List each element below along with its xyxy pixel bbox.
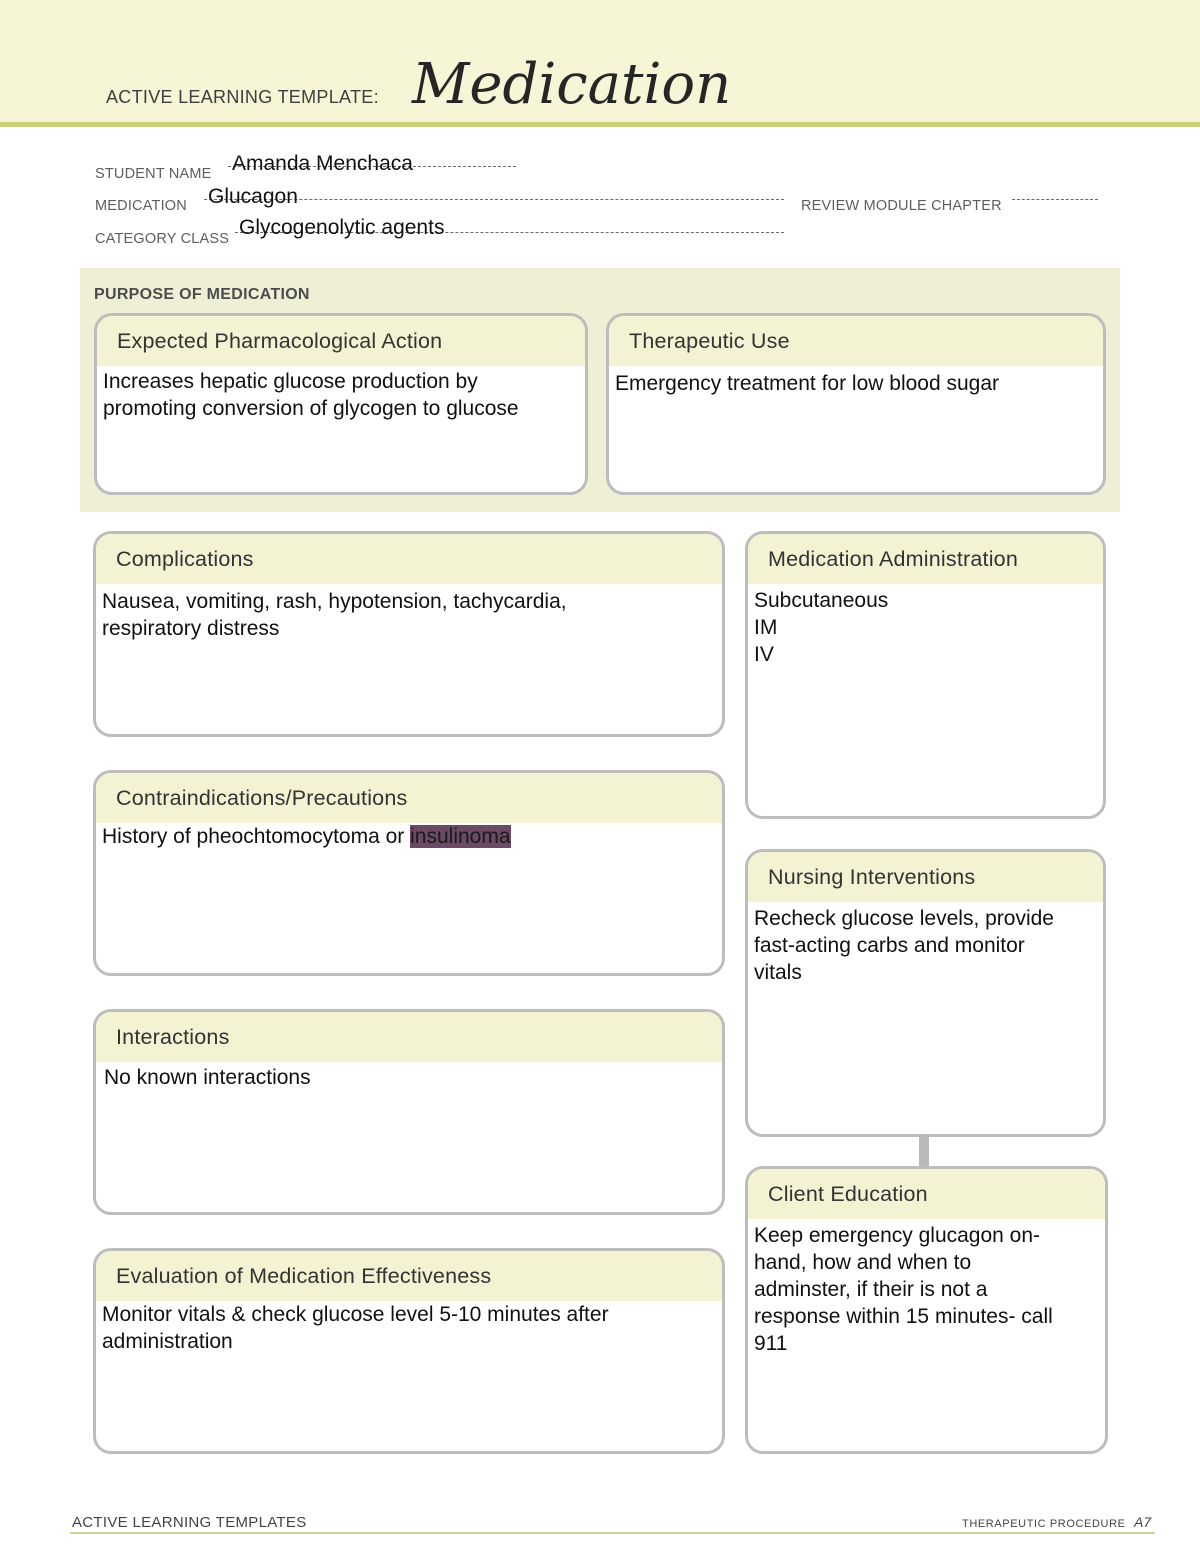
contraindications-prefix: History of pheochtomocytoma or — [102, 825, 411, 848]
footer-rule — [70, 1532, 1155, 1534]
complications-text[interactable]: Nausea, vomiting, rash, hypotension, tachycardia, respiratory distress — [102, 590, 567, 640]
student-name-field[interactable]: Amanda Menchaca — [232, 152, 413, 175]
evaluation-heading: Evaluation of Medication Effectiveness — [96, 1251, 722, 1301]
interactions-heading: Interactions — [96, 1012, 722, 1062]
nursing-interventions-box — [745, 849, 1106, 1137]
highlighted-word: insulinoma — [410, 825, 511, 848]
therapeutic-use-text[interactable]: Emergency treatment for low blood sugar — [615, 372, 1000, 395]
nursing-interventions-text[interactable]: Recheck glucose levels, provide fast-acting carbs and monitor vitals — [754, 907, 1054, 984]
interactions-text[interactable]: No known interactions — [104, 1066, 311, 1089]
client-education-box — [745, 1166, 1108, 1454]
therapeutic-use-box — [606, 313, 1106, 495]
template-prefix: ACTIVE LEARNING TEMPLATE: — [106, 87, 379, 107]
administration-box — [745, 531, 1106, 819]
header-rule — [0, 122, 1200, 127]
evaluation-box — [93, 1248, 725, 1454]
purpose-label: PURPOSE OF MEDICATION — [94, 286, 310, 303]
footer-left: ACTIVE LEARNING TEMPLATES — [72, 1514, 307, 1531]
interactions-box — [93, 1009, 725, 1215]
therapeutic-use-heading: Therapeutic Use — [609, 316, 1103, 366]
contraindications-box — [93, 770, 725, 976]
client-education-text[interactable]: Keep emergency glucagon on- hand, how and when to adminster, if their is not a response within 15 minutes- call 911 — [754, 1224, 1053, 1355]
review-module-field[interactable] — [1012, 199, 1098, 200]
expected-action-text[interactable]: Increases hepatic glucose production by promoting conversion of glycogen to glucose — [103, 370, 519, 420]
administration-heading: Medication Administration — [748, 534, 1103, 584]
administration-text[interactable]: Subcutaneous IM IV — [754, 589, 889, 666]
medication-field[interactable]: Glucagon — [208, 185, 298, 208]
review-module-label: REVIEW MODULE CHAPTER — [801, 198, 1002, 214]
complications-box — [93, 531, 725, 737]
expected-action-box — [94, 313, 588, 495]
box-connector — [919, 1134, 929, 1168]
nursing-interventions-heading: Nursing Interventions — [748, 852, 1103, 902]
client-education-heading: Client Education — [748, 1169, 1105, 1219]
category-class-field[interactable]: Glycogenolytic agents — [239, 216, 445, 239]
contraindications-text[interactable] — [96, 823, 722, 850]
page-title: Medication — [412, 52, 732, 117]
contraindications-heading: Contraindications/Precautions — [96, 773, 722, 823]
medication-label: MEDICATION — [95, 198, 187, 214]
page-number: A7 — [1134, 1514, 1152, 1530]
category-class-label: CATEGORY CLASS — [95, 231, 230, 247]
student-name-label: STUDENT NAME — [95, 166, 212, 182]
footer-right: THERAPEUTIC PROCEDURE — [962, 1518, 1126, 1530]
complications-heading: Complications — [96, 534, 722, 584]
expected-action-heading: Expected Pharmacological Action — [97, 316, 585, 366]
evaluation-text[interactable]: Monitor vitals & check glucose level 5-10 minutes after administration — [102, 1303, 609, 1353]
